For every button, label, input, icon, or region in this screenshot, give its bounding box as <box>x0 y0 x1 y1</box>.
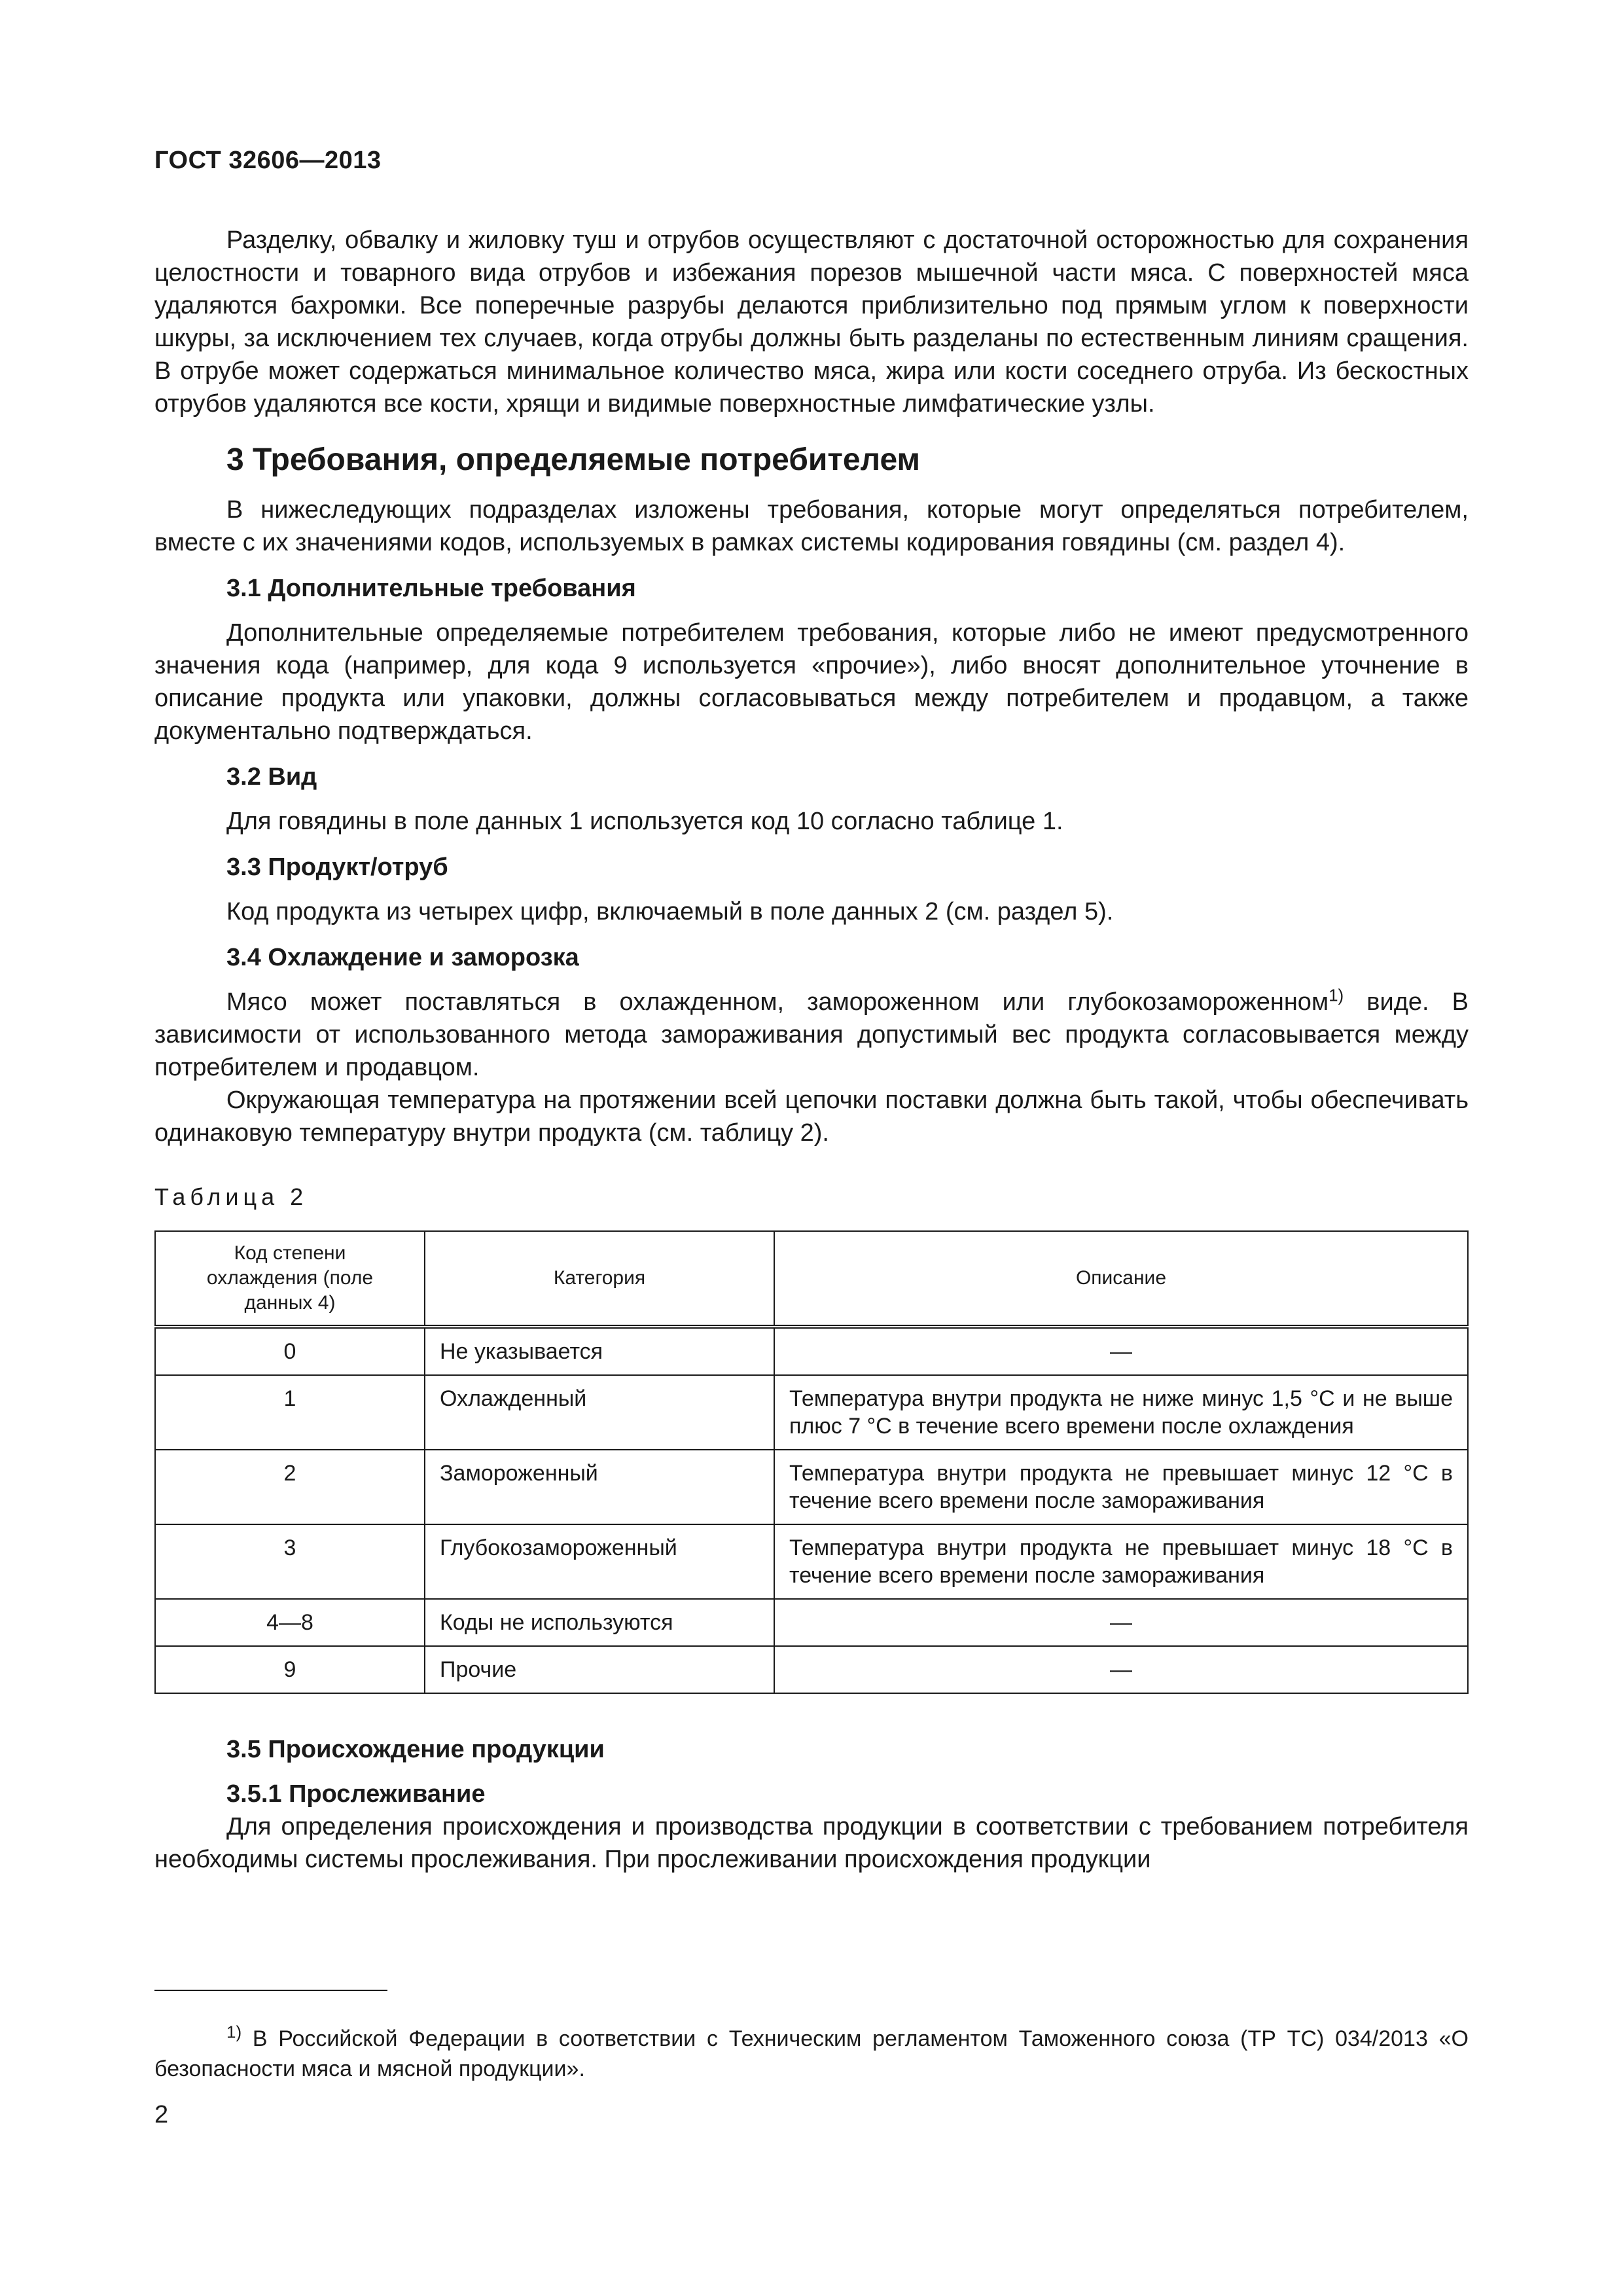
row-category: Охлажденный <box>425 1375 774 1450</box>
footnote-reference[interactable]: 1) <box>1329 985 1344 1005</box>
table-row <box>155 1450 1468 1524</box>
row-description: Температура внутри продукта не ниже минус 1,5 °С и не выше плюс 7 °С в течение всего времени после охлаждения <box>774 1375 1468 1450</box>
header-code: Код степени охлаждения (поле данных 4) <box>155 1231 425 1327</box>
table-2-header-row <box>155 1231 1468 1327</box>
row-code: 0 <box>155 1327 425 1375</box>
intro-paragraph: Разделку, обвалку и жиловку туш и отрубов осуществляют с достаточной осторожностью для сохранения целостности и товарного вида отрубов и избежания порезов мышечной части мяса. С поверхностей мяса удаляются бахромки. Все поперечные разрубы делаются приблизительно под прямым углом к поверхности шкуры, за исключением тех случаев, когда отрубы должны быть разделаны по естественным линиям сращения. В отрубе может содержаться минимальное количество мяса, жира или кости соседнего отруба. Из бескостных отрубов удаляются все кости, хрящи и видимые поверхностные лимфатические узлы. <box>154 226 1469 418</box>
section-3-4-text-1-before: Мясо может поставляться в охлажденном, замороженном или глубокозамороженном <box>226 988 1329 1016</box>
row-description: — <box>774 1327 1468 1375</box>
row-code: 2 <box>155 1450 425 1524</box>
section-3-3-text: Код продукта из четырех цифр, включаемый в поле данных 2 (см. раздел 5). <box>226 898 1114 925</box>
row-code: 3 <box>155 1524 425 1599</box>
section-3-4-text-2: Окружающая температура на протяжении всей цепочки поставки должна быть такой, чтобы обеспечивать одинаковую температуру внутри продукта (см. таблицу 2). <box>154 1086 1469 1147</box>
section-3-1-text: Дополнительные определяемые потребителем требования, которые либо не имеют предусмотренного значения кода (например, для кода 9 используется «прочие»), либо вносят дополнительное уточнение в описание продукта или упаковки, должны согласовываться между потребителем и продавцом, а также документально подтверждаться. <box>154 619 1469 745</box>
section-3-1-title: 3.1 Дополнительные требования <box>226 575 636 602</box>
document-body <box>154 224 1469 1876</box>
section-3-4-title: 3.4 Охлаждение и заморозка <box>226 944 579 971</box>
footnote-text: В Российской Федерации в соответствии с Техническим регламентом Таможенного союза (ТР ТС) 034/2013 «О безопасности мяса и мясной продукции». <box>154 2026 1469 2081</box>
section-3-5-1-text: Для определения происхождения и производства продукции в соответствии с требованием потребителя необходимы системы прослеживания. При прослеживании происхождения продукции <box>154 1813 1469 1873</box>
row-category: Коды не используются <box>425 1599 774 1646</box>
footnote-divider <box>154 1990 387 1991</box>
header-description: Описание <box>774 1231 1468 1327</box>
table-2-caption: Таблица 2 <box>154 1183 308 1210</box>
header-category: Категория <box>425 1231 774 1327</box>
section-3-intro: В нижеследующих подразделах изложены требования, которые могут определяться потребителем, вместе с их значениями кодов, используемых в рамках системы кодирования говядины (см. раздел 4). <box>154 496 1469 556</box>
table-row <box>155 1646 1468 1693</box>
table-row <box>155 1599 1468 1646</box>
section-3-3-title: 3.3 Продукт/отруб <box>226 853 448 881</box>
table-row <box>155 1375 1468 1450</box>
row-code: 1 <box>155 1375 425 1450</box>
section-3-5-1-title: 3.5.1 Прослеживание <box>226 1780 486 1808</box>
row-category: Не указывается <box>425 1327 774 1375</box>
row-description: — <box>774 1599 1468 1646</box>
document-id: ГОСТ 32606—2013 <box>154 147 382 174</box>
row-category: Прочие <box>425 1646 774 1693</box>
table-row <box>155 1524 1468 1599</box>
row-code: 4—8 <box>155 1599 425 1646</box>
table-row <box>155 1327 1468 1375</box>
section-3-2-text: Для говядины в поле данных 1 используется код 10 согласно таблице 1. <box>226 808 1063 835</box>
footnote-mark: 1) <box>226 2022 242 2042</box>
row-category: Замороженный <box>425 1450 774 1524</box>
row-category: Глубокозамороженный <box>425 1524 774 1599</box>
section-3-4-text-1-after: виде. В зависимости от использованного метода замораживания допустимый вес продукта согласовывается между потребителем и продавцом. <box>154 988 1469 1081</box>
section-3-title: 3 Требования, определяемые потребителем <box>226 442 921 477</box>
row-code: 9 <box>155 1646 425 1693</box>
section-3-5-title: 3.5 Происхождение продукции <box>226 1736 605 1763</box>
row-description: Температура внутри продукта не превышает минус 12 °С в течение всего времени после замораживания <box>774 1450 1468 1524</box>
footnote <box>154 2024 1469 2084</box>
section-3-2-title: 3.2 Вид <box>226 763 317 791</box>
row-description: Температура внутри продукта не превышает минус 18 °С в течение всего времени после замораживания <box>774 1524 1468 1599</box>
table-2 <box>154 1230 1469 1694</box>
page-number: 2 <box>154 2101 169 2128</box>
section-3-4-text-1 <box>154 986 1469 1084</box>
row-description: — <box>774 1646 1468 1693</box>
